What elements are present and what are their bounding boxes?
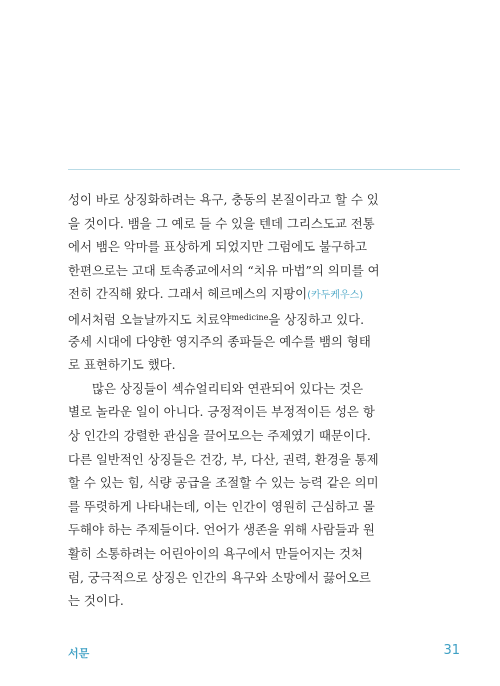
text-segment: 전히 간직해 왔다. 그래서 헤르메스의 지팡이	[68, 286, 308, 302]
header-rule	[68, 169, 460, 170]
text-line: 에서 뱀은 악마를 표상하게 되었지만 그럼에도 불구하고	[68, 239, 367, 255]
text-line: 많은 상징들이 섹슈얼리티와 연관되어 있다는 것은	[92, 380, 364, 396]
text-line: 럼, 궁극적으로 상징은 인간의 욕구와 소망에서 끓어오르	[68, 569, 371, 585]
text-line: 중세 시대에 다양한 영지주의 종파들은 예수를 뱀의 형태	[68, 333, 371, 349]
text-line: 을 것이다. 뱀을 그 예로 들 수 있을 텐데 그리스도교 전통	[68, 215, 375, 231]
text-line: 다른 일반적인 상징들은 건강, 부, 다산, 권력, 환경을 통제	[68, 451, 379, 467]
text-line: 는 것이다.	[68, 593, 124, 609]
text-line	[68, 306, 460, 330]
text-line: 별로 놀라운 일이 아니다. 긍정적이든 부정적이든 성은 항	[68, 404, 375, 420]
page-number: 31	[443, 643, 460, 658]
section-label: 서문	[68, 647, 90, 660]
text-line: 상 인간의 강렬한 관심을 끌어모으는 주제였기 때문이다.	[68, 427, 371, 443]
text-line: 두해야 하는 주제들이다. 언어가 생존을 위해 사람들과 원	[68, 522, 375, 538]
transliteration: (카두케우스)	[307, 290, 364, 302]
text-segment: 을 상징하고 있다.	[268, 311, 365, 327]
text-line: 활히 소통하려는 어린아이의 욕구에서 만들어지는 것처	[68, 545, 363, 561]
text-line: 를 뚜렷하게 나타내는데, 이는 인간이 영원히 근심하고 몰	[68, 498, 375, 514]
body-text	[68, 188, 460, 613]
superscript-gloss: medicine	[231, 312, 269, 322]
text-line	[68, 282, 460, 306]
text-line: 할 수 있는 힘, 식량 공급을 조절할 수 있는 능력 같은 의미	[68, 475, 379, 491]
text-line: 성이 바로 상징화하려는 욕구, 충동의 본질이라고 할 수 있	[68, 192, 379, 207]
text-line: 한편으로는 고대 토속종교에서의 “치유 마법”의 의미를 여	[68, 262, 380, 278]
text-line: 로 표현하기도 했다.	[68, 357, 176, 373]
text-segment: 에서처럼 오늘날까지도 치료약	[68, 311, 232, 327]
